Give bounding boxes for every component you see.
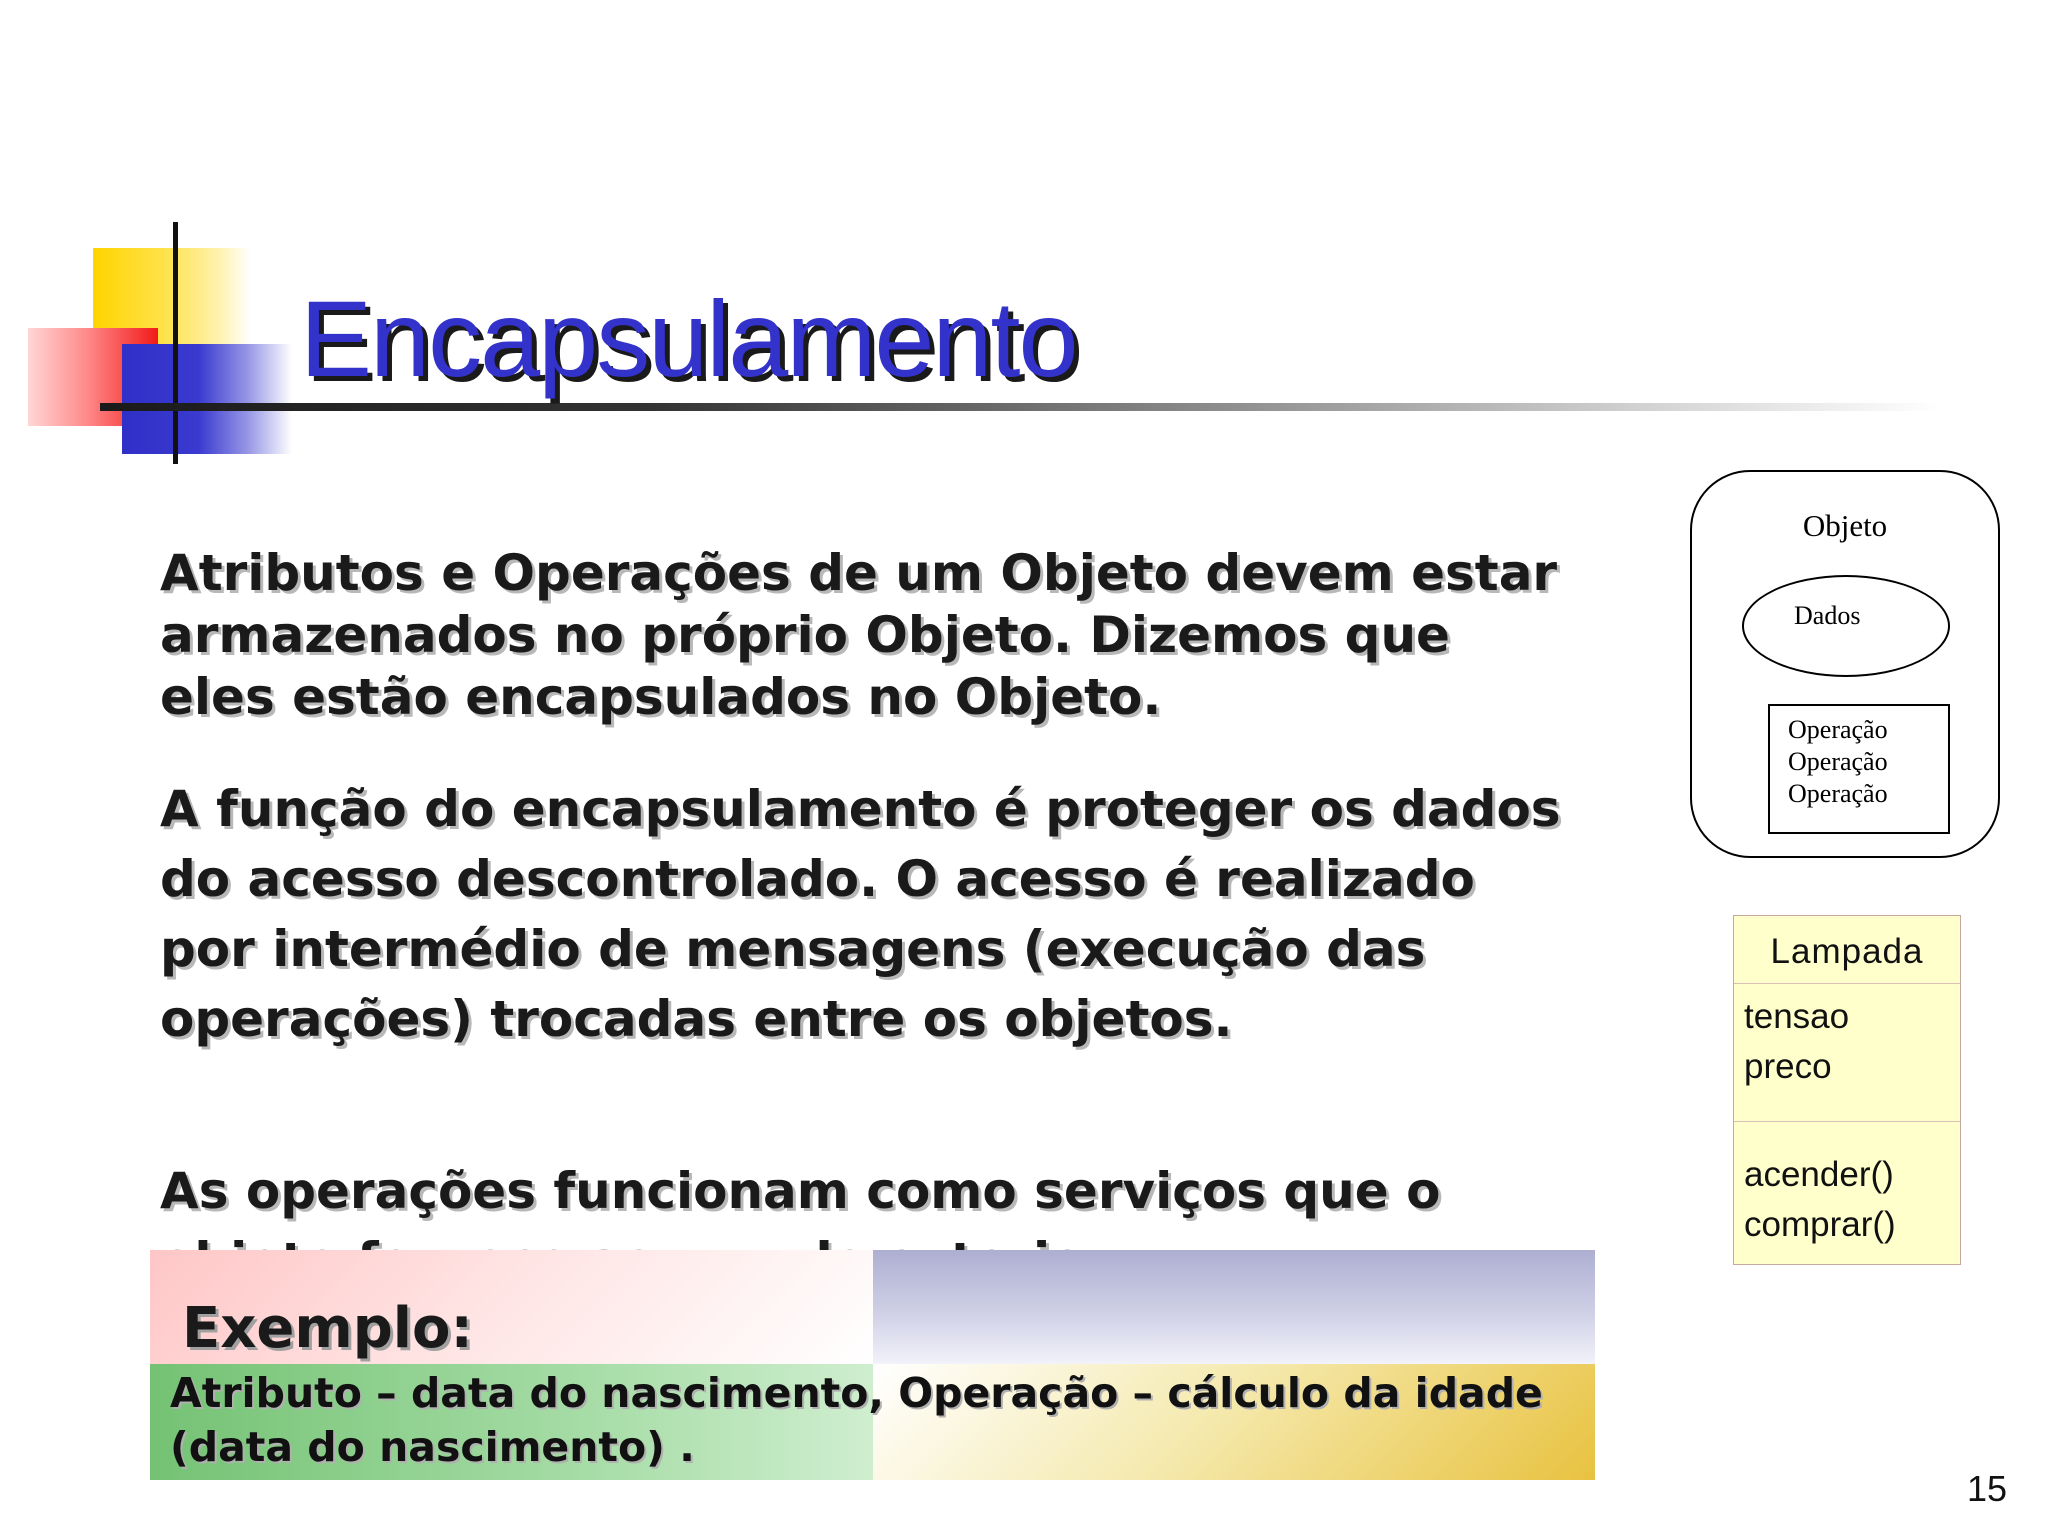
page-number: 15 bbox=[1967, 1468, 2008, 1509]
example-label: Exemplo: bbox=[182, 1296, 473, 1361]
class-attribute: tensao bbox=[1744, 997, 1850, 1036]
class-operations bbox=[1734, 1122, 1960, 1264]
operation-item: Operação bbox=[1788, 747, 1888, 776]
class-attribute: preco bbox=[1744, 1047, 1832, 1086]
title-underline bbox=[100, 403, 1940, 411]
paragraph-attributes: Atributos e Operações de um Objeto devem estar armazenados no próprio Objeto. Dizemos que eles estão encapsulados no Objeto. bbox=[160, 544, 1558, 726]
class-operation: acender() bbox=[1744, 1155, 1894, 1194]
logo-vertical-line bbox=[173, 222, 178, 464]
operations-box bbox=[1768, 704, 1950, 834]
class-name: Lampada bbox=[1734, 916, 1960, 984]
class-box-lampada bbox=[1733, 915, 1961, 1265]
class-operation: comprar() bbox=[1744, 1205, 1896, 1244]
logo-blue-square bbox=[122, 344, 292, 454]
data-label: Dados bbox=[1794, 601, 1861, 630]
example-box-top-right bbox=[873, 1250, 1595, 1364]
operation-item: Operação bbox=[1788, 779, 1888, 808]
object-diagram-label: Objeto bbox=[1802, 508, 1888, 543]
operation-item: Operação bbox=[1788, 715, 1888, 744]
slide-title: Encapsulamento bbox=[300, 278, 1077, 399]
example-text: Atributo – data do nascimento, Operação – cálculo da idade (data do nascimento) . bbox=[170, 1369, 1543, 1471]
class-attributes bbox=[1734, 984, 1960, 1122]
paragraph-encapsulation-function: A função do encapsulamento é proteger os dados do acesso descontrolado. O acesso é realizado por intermédio de mensagens (execução das operações) trocadas entre os objetos. bbox=[160, 780, 1561, 1048]
paragraph-operations-services: As operações funcionam como serviços que o bbox=[160, 1162, 1441, 1220]
